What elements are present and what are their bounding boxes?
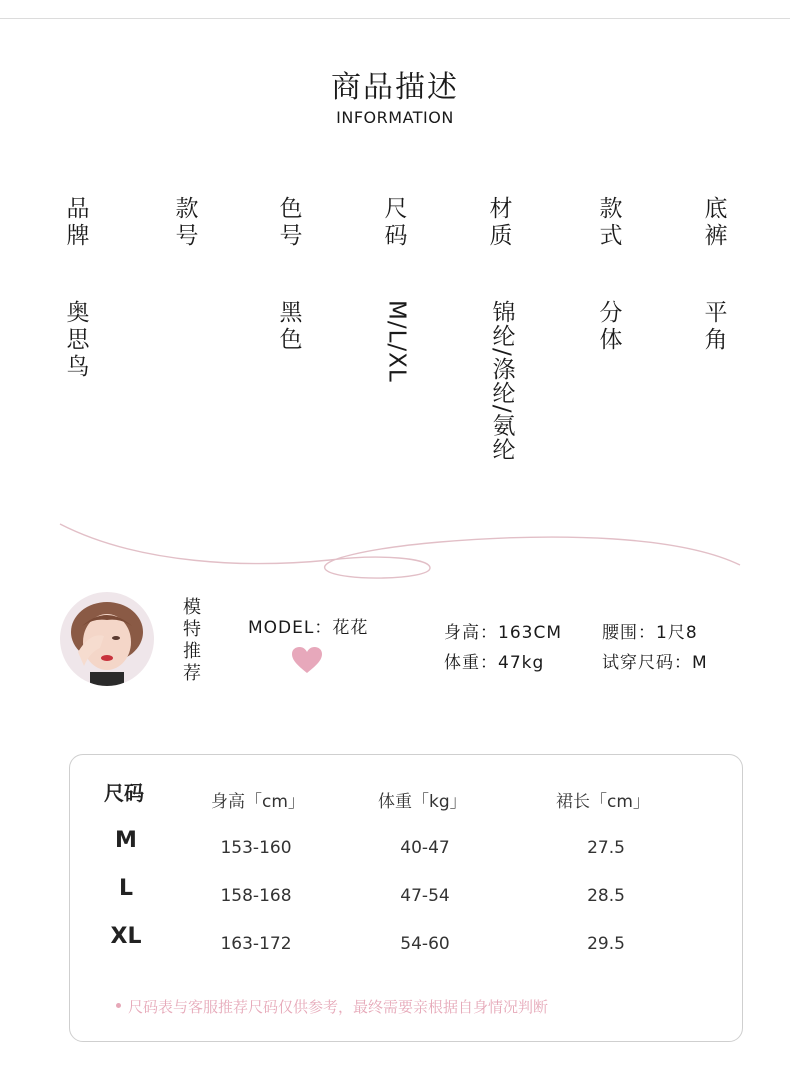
attr-style-no [167, 196, 207, 300]
attr-label: 材质 [489, 196, 513, 249]
attr-style [591, 196, 631, 354]
size-table [69, 754, 743, 1042]
top-divider [0, 18, 790, 19]
table-cell-length: 29.5 [587, 934, 625, 954]
attr-label: 品牌 [66, 196, 90, 249]
attr-color [271, 196, 311, 354]
model-try-size: 试穿尺码：M [602, 653, 708, 673]
attr-value: 锦纶/涤纶/氨纶 [488, 300, 515, 462]
attr-material [481, 196, 521, 462]
decorative-swirl [0, 510, 790, 590]
table-cell-weight: 47-54 [400, 886, 450, 906]
column-header-height: 身高「cm」 [211, 792, 305, 812]
table-cell-height: 158-168 [220, 886, 292, 906]
attr-label: 尺码 [384, 196, 408, 249]
bullet-icon [116, 1003, 121, 1008]
size-note-text: 尺码表与客服推荐尺码仅供参考，最终需要亲根据自身情况判断 [128, 998, 549, 1016]
column-header-weight: 体重「kg」 [378, 792, 467, 812]
attr-value: M/L/XL [383, 300, 410, 383]
attr-label: 底裤 [704, 196, 728, 249]
attr-label: 色号 [279, 196, 303, 249]
attr-label: 款号 [175, 196, 199, 249]
section-subtitle: INFORMATION [336, 108, 454, 127]
attr-value: 黑色 [279, 300, 303, 353]
attr-size [376, 196, 416, 383]
model-name: MODEL：花花 [248, 618, 369, 638]
attr-value: 分体 [599, 300, 623, 353]
size-code: M [115, 828, 137, 853]
table-cell-length: 28.5 [587, 886, 625, 906]
size-code: XL [110, 924, 142, 949]
attr-value: 奥思鸟 [66, 300, 90, 380]
attr-brand [58, 196, 98, 381]
section-title: 商品描述 [331, 70, 459, 105]
table-cell-weight: 40-47 [400, 838, 450, 858]
model-avatar [60, 592, 154, 686]
table-cell-length: 27.5 [587, 838, 625, 858]
size-code: L [118, 876, 134, 901]
model-recommend-label: 模特推荐 [183, 597, 201, 684]
table-cell-height: 153-160 [220, 838, 292, 858]
heart-icon [291, 646, 323, 674]
size-header: 尺码 [104, 781, 144, 805]
column-header-length: 裙长「cm」 [556, 792, 650, 812]
table-cell-weight: 54-60 [400, 934, 450, 954]
attr-bottom [696, 196, 736, 354]
attr-value: 平角 [704, 300, 728, 353]
model-waist: 腰围：1尺8 [602, 623, 698, 643]
size-note [116, 996, 548, 1017]
model-weight: 体重：47kg [444, 653, 545, 673]
attr-label: 款式 [599, 196, 623, 249]
model-height: 身高：163CM [444, 623, 562, 643]
table-cell-height: 163-172 [220, 934, 292, 954]
